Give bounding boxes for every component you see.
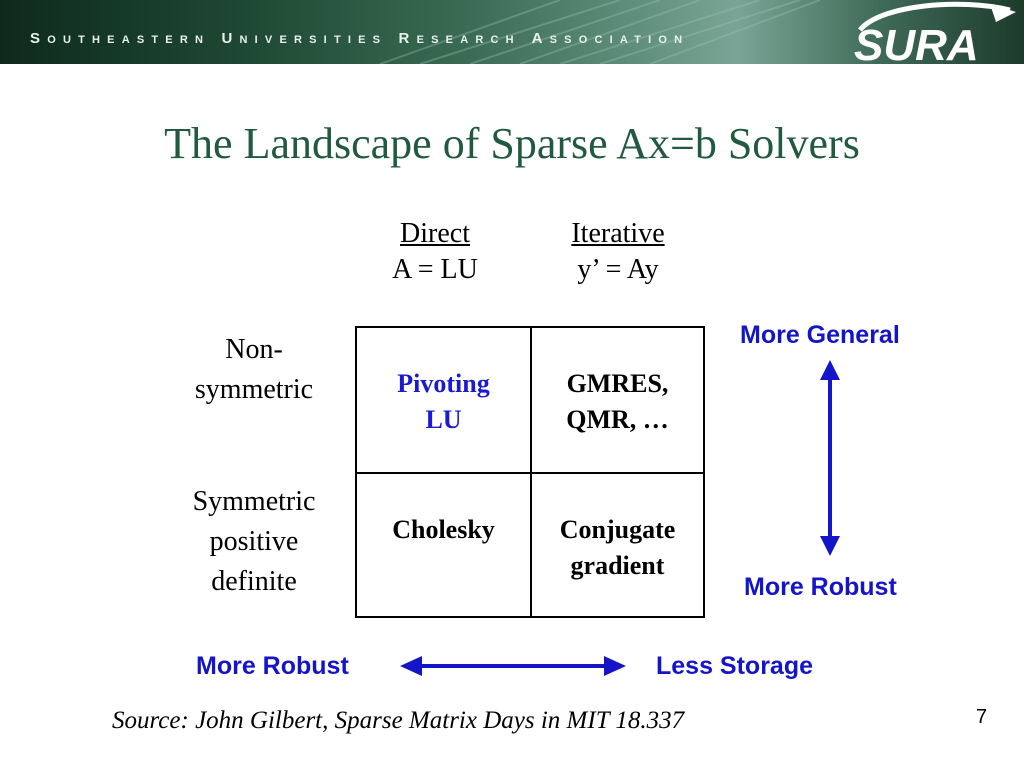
row-heading-spd: Symmetric positive definite: [192, 486, 316, 597]
label-less-storage: Less Storage: [656, 652, 814, 680]
cell-pivoting-lu-line1: Pivoting: [397, 369, 490, 398]
solver-grid: [355, 326, 705, 618]
cell-cg-line1: Conjugate: [559, 515, 676, 544]
header-banner: [0, 0, 1024, 64]
direct-heading: Direct: [400, 218, 470, 249]
direct-formula: A = LU: [392, 254, 478, 285]
sura-logo: [840, 0, 1024, 64]
vertical-double-arrow-icon: [815, 360, 845, 556]
grid-horizontal-divider: [357, 472, 703, 474]
cell-pivoting-lu: [357, 366, 530, 438]
cell-conjugate-gradient: [532, 512, 703, 584]
cell-gmres-qmr-line2: QMR, …: [566, 405, 669, 434]
cell-gmres-qmr-line1: GMRES,: [566, 369, 669, 398]
cell-gmres-qmr: [532, 366, 703, 438]
page-number: 7: [976, 706, 988, 728]
cell-cholesky: [357, 512, 530, 548]
column-heading-iterative: [543, 216, 693, 288]
column-heading-direct: [370, 216, 500, 288]
label-more-robust-vertical: More Robust: [744, 573, 897, 601]
organization-name: Southeastern Universities Research Association: [30, 30, 690, 47]
slide-title: The Landscape of Sparse Ax=b Solvers: [164, 119, 860, 168]
label-more-general: More General: [740, 321, 900, 349]
cell-cholesky-line1: Cholesky: [392, 515, 495, 544]
row-heading-nonsymmetric: Non-symmetric: [194, 334, 314, 405]
horizontal-double-arrow-icon: [400, 654, 626, 678]
iterative-formula: y’ = Ay: [577, 254, 659, 285]
iterative-heading: Iterative: [571, 218, 665, 249]
svg-text:SURA: SURA: [854, 21, 979, 64]
cell-pivoting-lu-line2: LU: [425, 405, 462, 434]
source-citation: Source: John Gilbert, Sparse Matrix Days in MIT 18.337: [112, 707, 685, 734]
label-more-robust-horizontal: More Robust: [196, 652, 349, 680]
cell-cg-line2: gradient: [570, 551, 665, 580]
